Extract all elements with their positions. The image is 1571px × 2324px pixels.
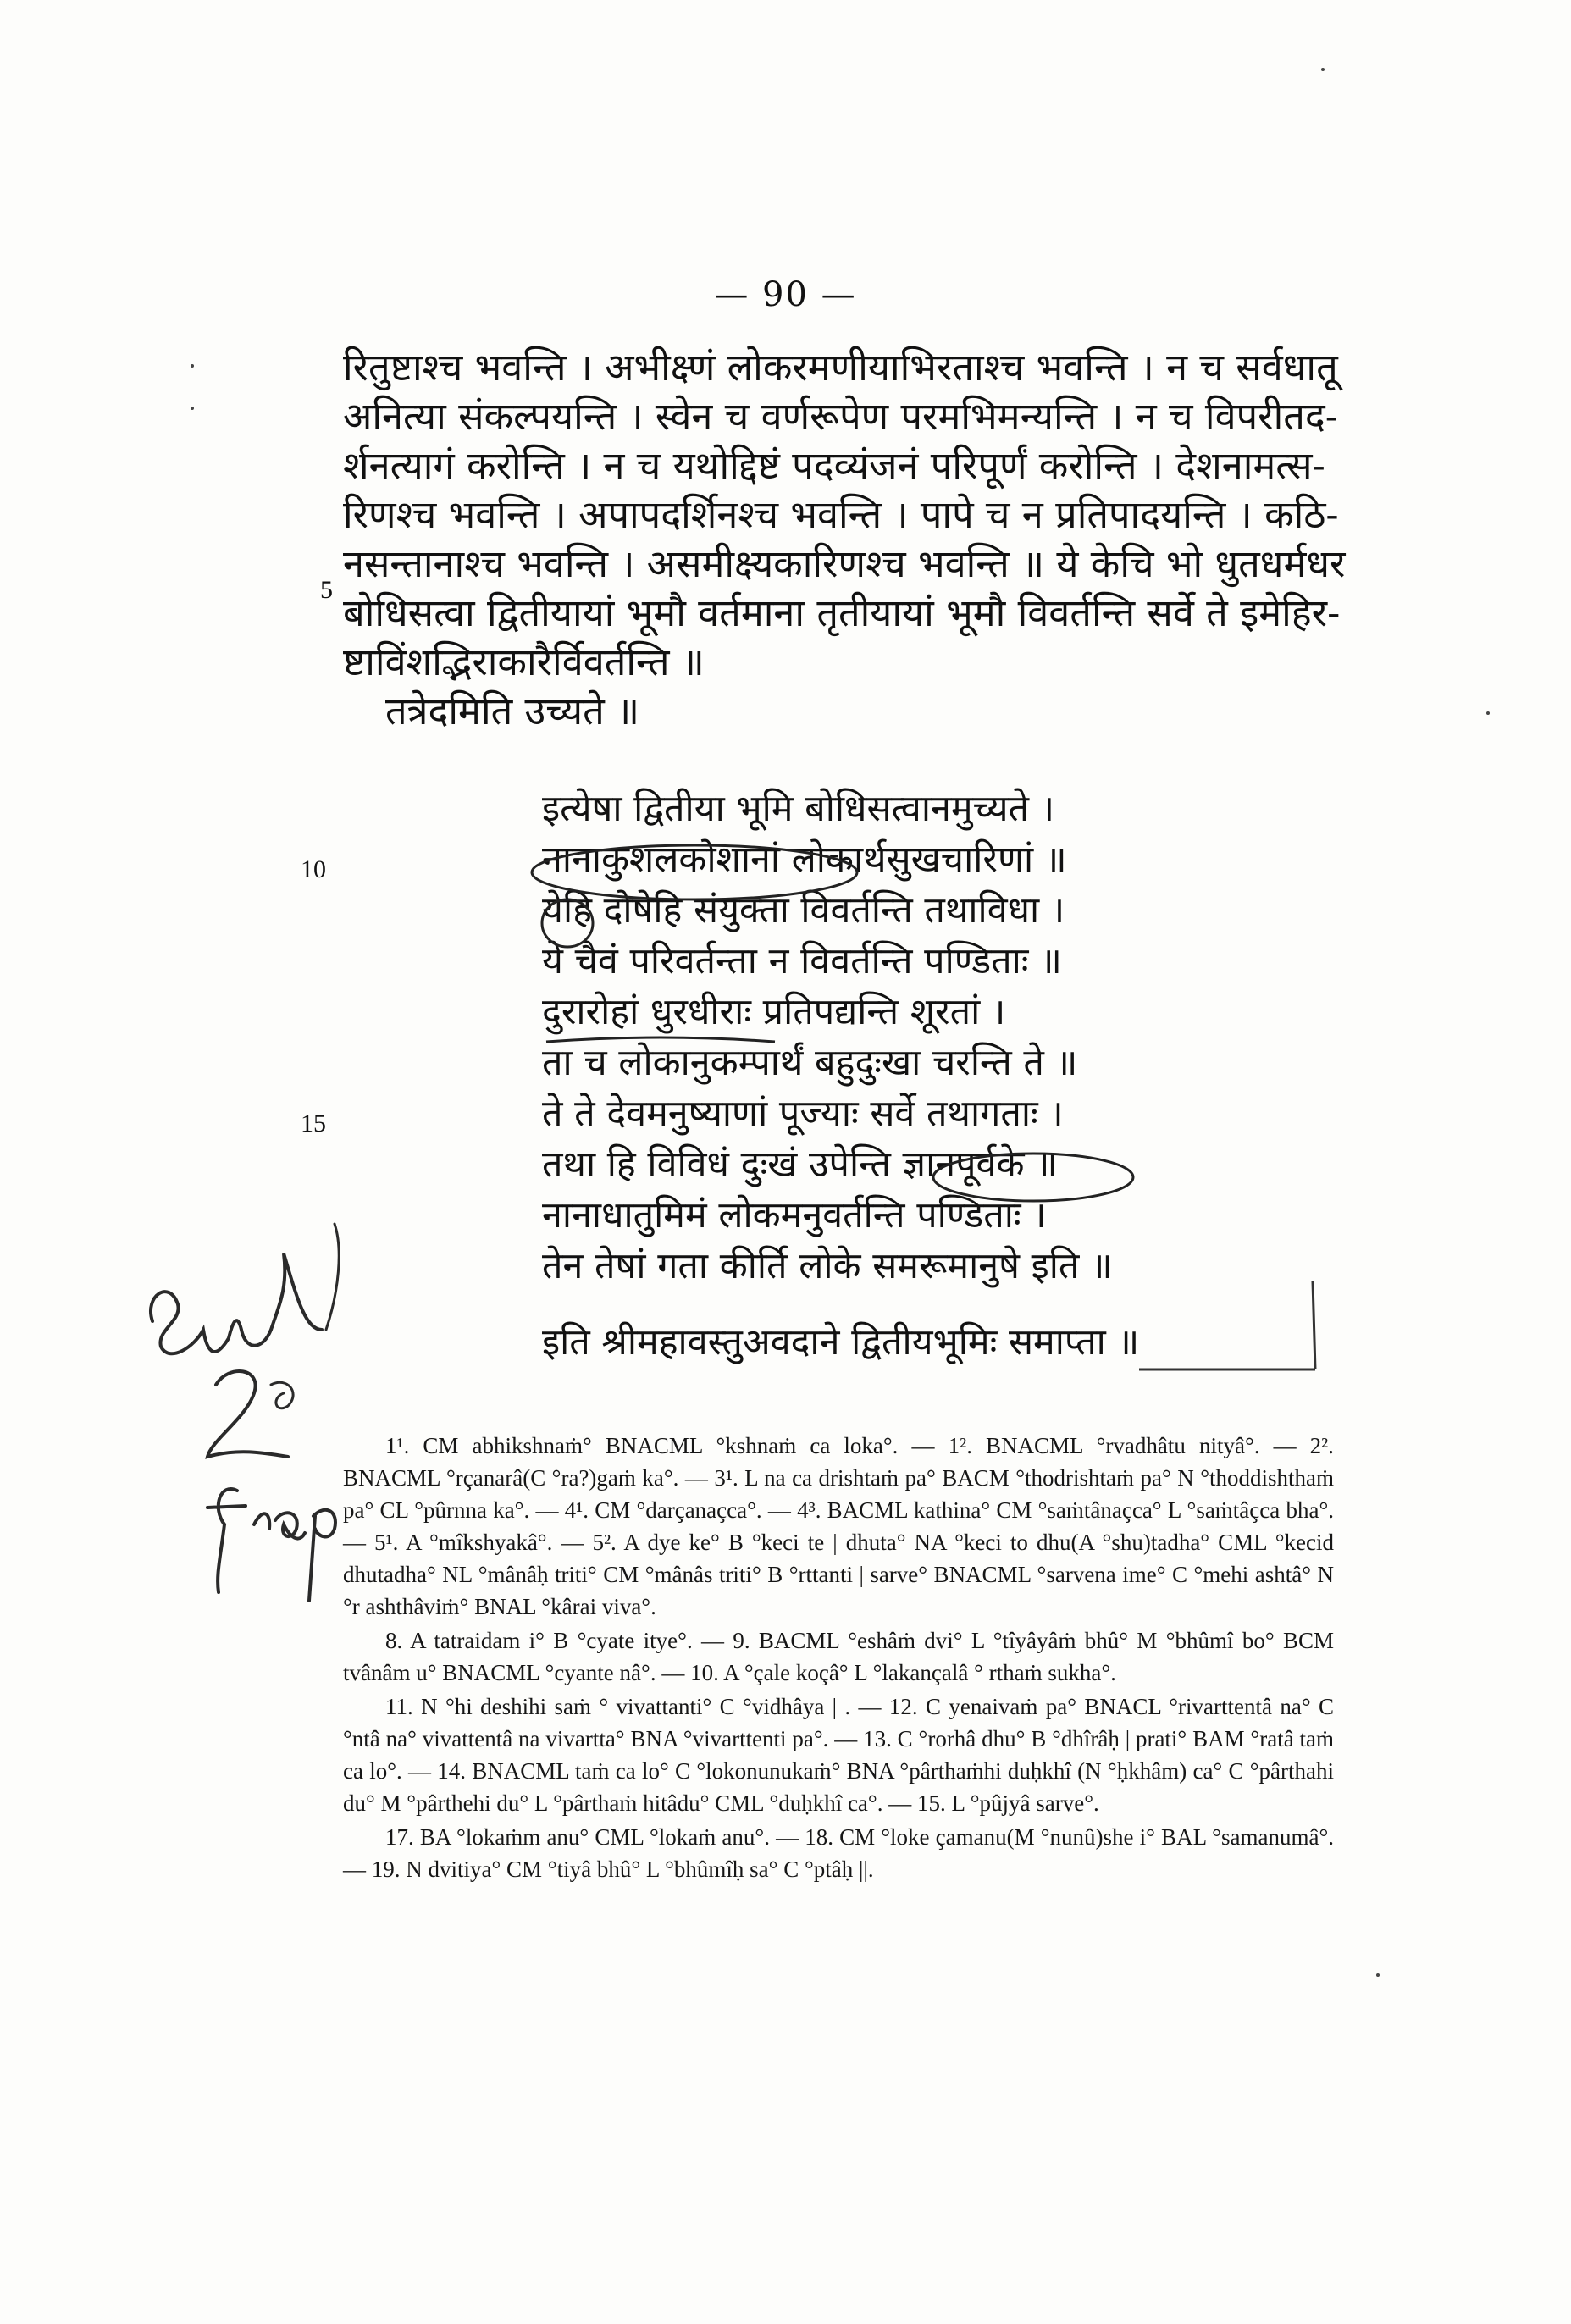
- verse-line: ता च लोकानुकम्पार्थं बहुदुःखा चरन्ति ते ॥: [542, 1042, 1078, 1084]
- scan-speck: [191, 364, 194, 368]
- scan-speck: [1321, 68, 1325, 71]
- verse-line: तेन तेषां गता कीर्ति लोके समरूमानुषे इति ॥: [542, 1245, 1113, 1287]
- scan-speck: [1486, 711, 1490, 715]
- pencil-circle-mark: [534, 894, 601, 953]
- prose-line: ष्टाविंशद्भिराकारैर्विवर्तन्ति ॥: [343, 639, 705, 684]
- footnote-paragraph: 1¹. CM abhikshnaṁ° BNACML °kshnaṁ ca loka°. — 1². BNACML °rvadhâtu nityâ°. — 2². BNACML °rçanarâ(C °ra?)gaṁ ka°. — 3¹. L na ca drishtaṁ pa° BACM °thodrishtaṁ pa° N °thoddishthaṁ pa° CL °pûrnna ka°. — 4¹. CM °darçanaçca°. — 4³. BACML kathina° CM °saṁtânaçca° L °saṁtâçca bha°. — 5¹. A °mîkshyakâ°. — 5². A dye ke° B °keci te | dhuta° NA °keci to dhu(A °shu)tadha° CML °kecid dhutadha° NL °mânâḥ triti° CM °mânâs triti° B °rttanti | sarve° BNACML °sarvena ime° C °mehi ashtâ° N °r ashthâviṁ° BNAL °kârai viva°.: [343, 1433, 1334, 1619]
- footnote-paragraph: 11. N °hi deshihi saṁ ° vivattanti° C °vidhâya | . — 12. C yenaivaṁ pa° BNACL °rivarttentâ na° C °ntâ na° vivattentâ na vivartta° BNA °vivarttenti pa°. — 13. C °rorhâ dhu° B °dhîrâḥ | prati° BAM °ratâ taṁ ca lo°. — 14. BNACML taṁ ca lo° C °lokonunukaṁ° BNA °pârthaṁhi duḥkhî (N °ḥkhâm) ca° C °pârthahi du° M °pârthehi du° L °pârthaṁ hitâdu° CML °duḥkhî ca°. — 15. L °pûjyâ sarve°.: [343, 1694, 1334, 1816]
- verse-line: दुरारोहां धुरधीराः प्रतिपद्यन्ति शूरतां ।: [542, 991, 1006, 1033]
- verse-line: येहि दोषेहि संयुक्ता विवर्तन्ति तथाविधा ।: [542, 889, 1065, 932]
- verse-line: इत्येषा द्वितीया भूमि बोधिसत्वानमुच्यते ।: [542, 788, 1054, 830]
- verse-line: तथा हि विविधं दुःखं उपेन्ति ज्ञानपूर्वके ॥: [542, 1143, 1058, 1186]
- prose-line: रिणश्च भवन्ति । अपापदर्शिनश्च भवन्ति । पापे च न प्रतिपादयन्ति । कठि-: [343, 492, 1339, 537]
- prose-line: नसन्तानाश्च भवन्ति । असमीक्ष्यकारिणश्च भवन्ति ॥ ये केचि भो धुतधर्मधर: [343, 541, 1346, 586]
- verse-line: ते ते देवमनुष्याणां पूज्याः सर्वे तथागताः ।: [542, 1093, 1064, 1135]
- prose-line: रितुष्टाश्च भवन्ति । अभीक्ष्णं लोकरमणीयाभिरताश्च भवन्ति । न च सर्वधातू: [343, 345, 1338, 390]
- colophon: इति श्रीमहावस्तुअवदाने द्वितीयभूमिः समाप्ता ॥: [542, 1321, 1140, 1364]
- prose-block: [343, 343, 1440, 736]
- pencil-underline-mark: [542, 1029, 779, 1054]
- line-number-15: 15: [301, 1109, 326, 1137]
- prose-line: बोधिसत्वा द्वितीयायां भूमौ वर्तमाना तृतीयायां भूमौ विवर्तन्ति सर्वे ते इमेहिर-: [343, 590, 1341, 635]
- footnote-paragraph: 17. BA °lokaṁm anu° CML °lokaṁ anu°. — 18. CM °loke çamanu(M °nunû)she i° BAL °samanumâ°. — 19. N dvitiya° CM °tiyâ bhû° L °bhûmîḥ sa° C °ptâḥ ||.: [343, 1824, 1334, 1882]
- footnote-paragraph: 8. A tatraidam i° B °cyate itye°. — 9. BACML °eshâṁ dvi° L °tîyâyâṁ bhû° M °bhûmî bo° BCM tvânâm u° BNACML °cyante nâ°. — 10. A °çale koçâ° L °lakançalâ ° rthaṁ sukha°.: [343, 1628, 1334, 1685]
- scan-speck: [1376, 1973, 1380, 1977]
- prose-line: र्शनत्यागं करोन्ति । न च यथोद्दिष्टं पदव्यंजनं परिपूर्णं करोन्ति । देशनामत्स-: [343, 443, 1325, 488]
- prose-intro: तत्रेदमिति उच्यते ॥: [385, 689, 640, 733]
- verse-line: नानाकुशलकोशानां लोकार्थसुखचारिणां ॥: [542, 838, 1067, 881]
- page-number: — 90 —: [714, 275, 857, 314]
- prose-line: अनित्या संकल्पयन्ति । स्वेन च वर्णरूपेण परमभिमन्यन्ति । न च विपरीतद-: [343, 394, 1338, 439]
- handwritten-annotation-image: [136, 1203, 356, 1609]
- line-number-5: 5: [320, 576, 333, 604]
- footnotes-block: [343, 1430, 1334, 1887]
- verse-line: नानाधातुमिमं लोकमनुवर्तन्ति पण्डिताः ।: [542, 1194, 1047, 1237]
- scan-speck: [191, 407, 194, 410]
- line-number-10: 10: [301, 855, 326, 883]
- pencil-circle-mark: [927, 1148, 1139, 1207]
- pencil-bracket-mark: [1122, 1275, 1325, 1376]
- verse-line: ये चैवं परिवर्तन्ता न विवर्तन्ति पण्डिताः ॥: [542, 940, 1062, 982]
